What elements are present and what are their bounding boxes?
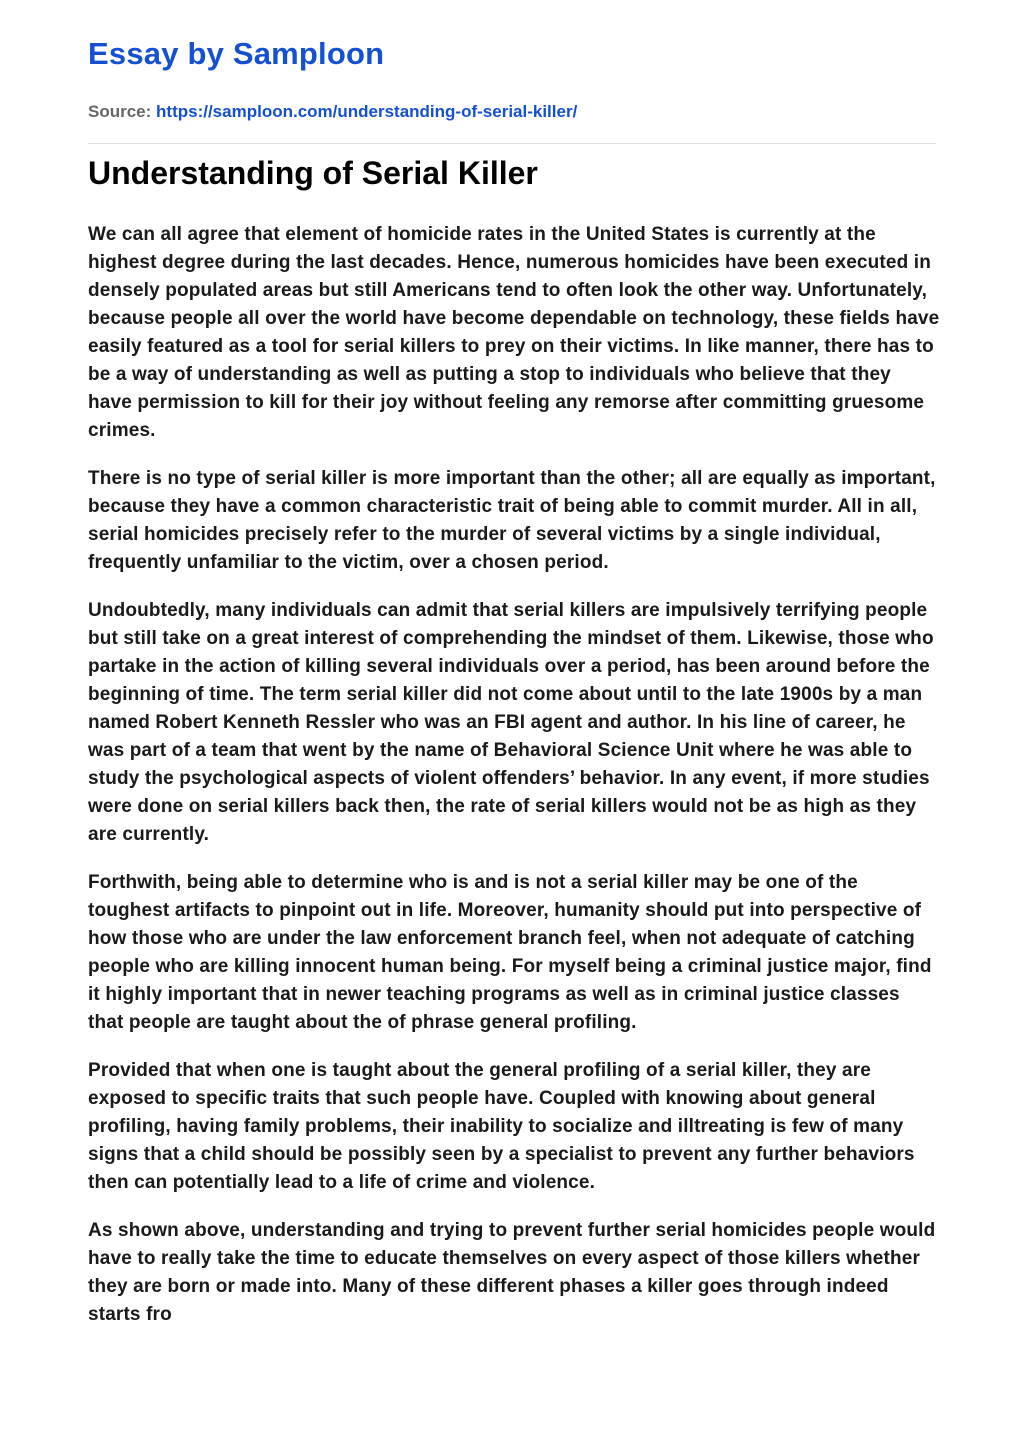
paragraph: There is no type of serial killer is more important than the other; all are equally as important, because they have a common characteristic trait of being able to commit murder. All in all, serial homicides precisely refer to the murder of several victims by a single individual, frequently unfamiliar to the victim, over a chosen period. [88,468,936,573]
source-link[interactable]: https://samploon.com/understanding-of-serial-killer/ [156,102,578,121]
article-title: Understanding of Serial Killer [88,155,538,191]
paragraph: As shown above, understanding and trying to prevent further serial homicides people would have to really take the time to educate themselves on every aspect of those killers whether they are born or made into. Many of these different phases a killer goes through indeed starts fro [88,1220,936,1325]
source-label: Source: [88,102,152,121]
source-line [88,102,577,122]
paragraph: Undoubtedly, many individuals can admit that serial killers are impulsively terrifying people but still take on a great interest of comprehending the mindset of them. Likewise, those who partake in the action of killing several individuals over a period, has been around before the beginning of time. The term serial killer did not come about until to the late 1900s by a man named Robert Kenneth Ressler who was an FBI agent and author. In his line of career, he was part of a team that went by the name of Behavioral Science Unit where he was able to study the psychological aspects of violent offenders’ behavior. In any event, if more studies were done on serial killers back then, the rate of serial killers would not be as high as they are currently. [88,600,934,845]
paragraph: Provided that when one is taught about the general profiling of a serial killer, they are exposed to specific traits that such people have. Coupled with knowing about general profiling, having family problems, their inability to socialize and illtreating is few of many signs that a child should be possibly seen by a specialist to prevent any further behaviors then can potentially lead to a life of crime and violence. [88,1060,915,1193]
paragraph: We can all agree that element of homicide rates in the United States is currently at the highest degree during the last decades. Hence, numerous homicides have been executed in densely populated areas but still Americans tend to often look the other way. Unfortunately, because people all over the world have become dependable on technology, these fields have easily featured as a tool for serial killers to prey on their victims. In like manner, there has to be a way of understanding as well as putting a stop to individuals who believe that they have permission to kill for their joy without feeling any remorse after committing gruesome crimes. [88,224,940,441]
divider [88,143,936,144]
paragraph: Forthwith, being able to determine who is and is not a serial killer may be one of the toughest artifacts to pinpoint out in life. Moreover, humanity should put into perspective of how those who are under the law enforcement branch feel, when not adequate of catching people who are killing innocent human being. For myself being a criminal justice major, find it highly important that in newer teaching programs as well as in criminal justice classes that people are taught about the of phrase general profiling. [88,872,932,1033]
article-body [88,221,940,1349]
brand-title: Essay by Samploon [88,36,385,71]
